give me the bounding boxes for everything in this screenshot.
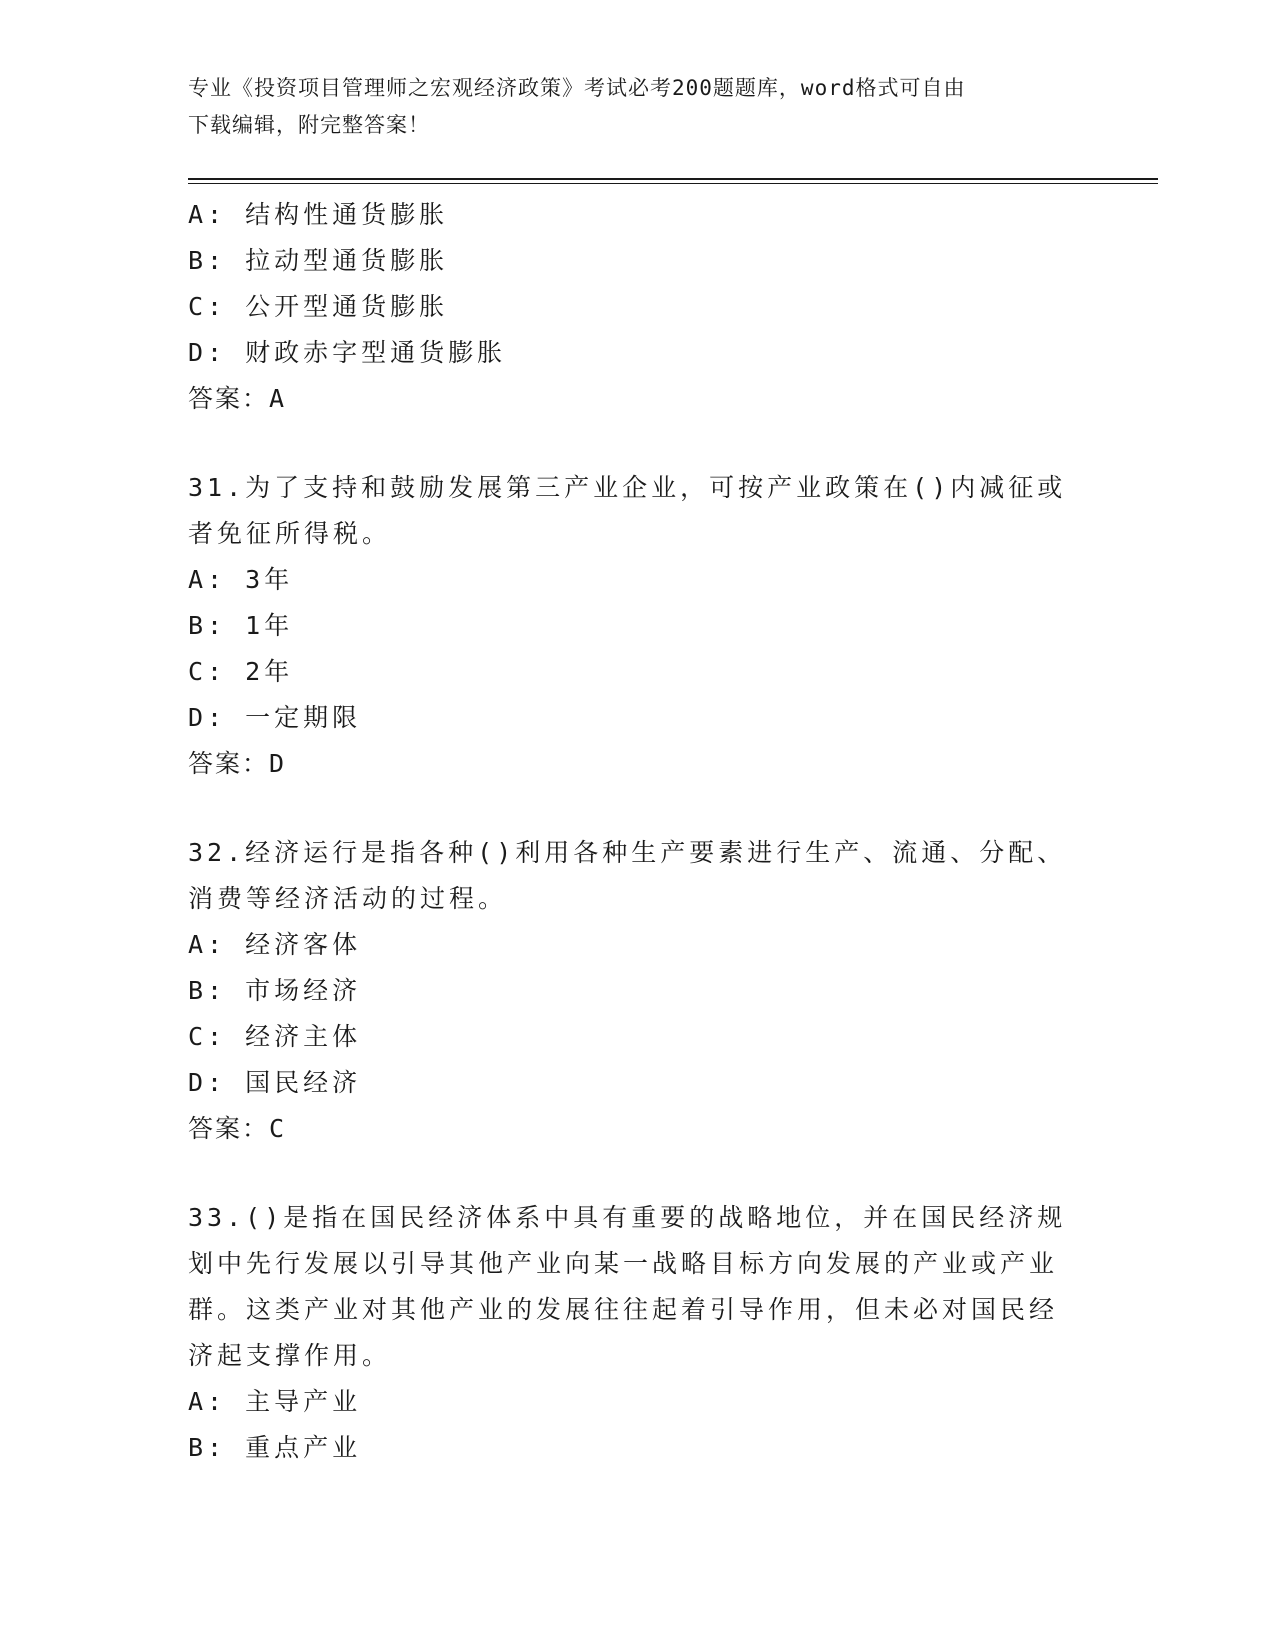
- option-c: C: 2年: [188, 657, 294, 686]
- spacer: [188, 1152, 1158, 1195]
- option-b: B: 重点产业: [188, 1433, 362, 1462]
- document-header: [188, 70, 1058, 144]
- question-stem: 32.经济运行是指各种()利用各种生产要素进行生产、流通、分配、消费等经济活动的过程。: [188, 838, 1067, 913]
- option-a: A: 3年: [188, 565, 294, 594]
- document-page: [188, 70, 1158, 1471]
- option-b: B: 市场经济: [188, 976, 362, 1005]
- question-32: [188, 830, 1158, 1152]
- option-a: A: 主导产业: [188, 1387, 362, 1416]
- header-line-1: 专业《投资项目管理师之宏观经济政策》考试必考200题题库，word格式可自由: [188, 76, 966, 100]
- answer: 答案：D: [188, 749, 287, 778]
- option-a: A: 经济客体: [188, 930, 362, 959]
- question-33: [188, 1195, 1158, 1471]
- option-d: D: 国民经济: [188, 1068, 362, 1097]
- option-d: D: 财政赤字型通货膨胀: [188, 338, 507, 367]
- question-31: [188, 465, 1158, 787]
- header-divider-thin: [188, 183, 1158, 184]
- answer: 答案：C: [188, 1114, 287, 1143]
- option-c: C: 公开型通货膨胀: [188, 292, 449, 321]
- option-b: B: 1年: [188, 611, 294, 640]
- option-b: B: 拉动型通货膨胀: [188, 246, 449, 275]
- question-30: [188, 192, 1158, 422]
- answer: 答案：A: [188, 384, 287, 413]
- header-divider-thick: [188, 178, 1158, 180]
- header-line-2: 下载编辑，附完整答案！: [188, 113, 430, 137]
- spacer: [188, 787, 1158, 830]
- option-a: A: 结构性通货膨胀: [188, 200, 449, 229]
- question-stem: 31.为了支持和鼓励发展第三产业企业，可按产业政策在()内减征或者免征所得税。: [188, 473, 1067, 548]
- spacer: [188, 422, 1158, 465]
- question-stem: 33.()是指在国民经济体系中具有重要的战略地位，并在国民经济规划中先行发展以引导其他产业向某一战略目标方向发展的产业或产业群。这类产业对其他产业的发展往往起着引导作用，但未必对国民经济起支撑作用。: [188, 1203, 1067, 1370]
- question-list: [188, 192, 1158, 1471]
- option-d: D: 一定期限: [188, 703, 362, 732]
- option-c: C: 经济主体: [188, 1022, 362, 1051]
